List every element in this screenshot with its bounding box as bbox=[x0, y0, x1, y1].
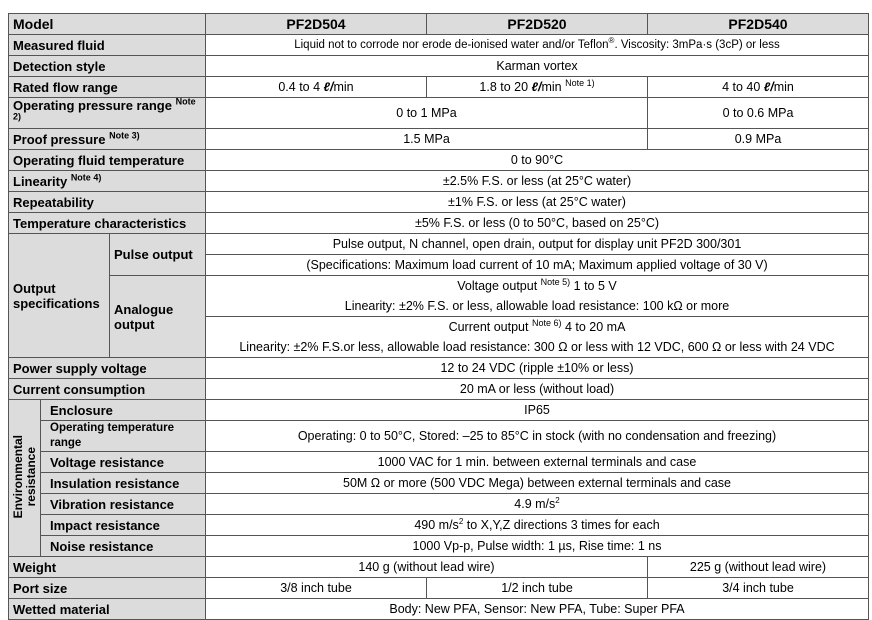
current-consumption-value: 20 mA or less (without load) bbox=[206, 379, 869, 400]
pulse-output-line2: (Specifications: Maximum load current of 10 mA; Maximum applied voltage of 30 V) bbox=[206, 255, 869, 276]
row-detection-style bbox=[9, 56, 869, 77]
weight-pf2d504-520: 140 g (without lead wire) bbox=[206, 557, 648, 578]
row-noise-resistance bbox=[9, 536, 869, 557]
row-voltage-resistance bbox=[9, 452, 869, 473]
environmental-resistance-label: Environmental resistance bbox=[9, 400, 41, 557]
weight-label: Weight bbox=[9, 557, 206, 578]
enclosure-value: IP65 bbox=[206, 400, 869, 421]
row-insulation-resistance bbox=[9, 473, 869, 494]
operating-pressure-label: Operating pressure range $^{Note 2)}$ bbox=[9, 98, 206, 129]
noise-resistance-label: Noise resistance bbox=[41, 536, 206, 557]
row-vibration-resistance bbox=[9, 494, 869, 515]
row-linearity bbox=[9, 171, 869, 192]
fluid-temperature-label: Operating fluid temperature bbox=[9, 150, 206, 171]
repeatability-value: ±1% F.S. or less (at 25°C water) bbox=[206, 192, 869, 213]
proof-pressure-label: Proof pressure $^{Note 3)}$ bbox=[9, 129, 206, 150]
proof-pressure-pf2d540: 0.9 MPa bbox=[648, 129, 869, 150]
power-supply-value: 12 to 24 VDC (ripple ±10% or less) bbox=[206, 358, 869, 379]
wetted-material-label: Wetted material bbox=[9, 599, 206, 620]
litre-symbol: ℓ/ bbox=[531, 79, 542, 94]
row-operating-pressure bbox=[9, 98, 869, 129]
model-pf2d504: PF2D504 bbox=[206, 14, 427, 35]
model-pf2d540: PF2D540 bbox=[648, 14, 869, 35]
operating-pressure-pf2d504-520: 0 to 1 MPa bbox=[206, 98, 648, 129]
pulse-output-line1: Pulse output, N channel, open drain, output for display unit PF2D 300/301 bbox=[206, 234, 869, 255]
fluid-temperature-value: 0 to 90°C bbox=[206, 150, 869, 171]
proof-pressure-pf2d504-520: 1.5 MPa bbox=[206, 129, 648, 150]
repeatability-label: Repeatability bbox=[9, 192, 206, 213]
voltage-output-line2: Linearity: ±2% F.S. or less, allowable load resistance: 100 kΩ or more bbox=[206, 296, 869, 317]
insulation-resistance-value: 50M Ω or more (500 VDC Mega) between external terminals and case bbox=[206, 473, 869, 494]
voltage-output-line1: Voltage output $^{Note 5)}$ 1 to 5 V bbox=[206, 276, 869, 297]
row-port-size bbox=[9, 578, 869, 599]
port-size-pf2d504: 3/8 inch tube bbox=[206, 578, 427, 599]
row-power-supply bbox=[9, 358, 869, 379]
litre-symbol: ℓ/ bbox=[323, 79, 334, 94]
row-analogue-voltage-1 bbox=[9, 276, 869, 297]
pulse-output-label: Pulse output bbox=[110, 234, 206, 276]
port-size-pf2d540: 3/4 inch tube bbox=[648, 578, 869, 599]
row-current-consumption bbox=[9, 379, 869, 400]
output-specifications-label: Output specifications bbox=[9, 234, 110, 358]
impact-resistance-label: Impact resistance bbox=[41, 515, 206, 536]
operating-pressure-pf2d540: 0 to 0.6 MPa bbox=[648, 98, 869, 129]
enclosure-label: Enclosure bbox=[41, 400, 206, 421]
weight-pf2d540: 225 g (without lead wire) bbox=[648, 557, 869, 578]
vibration-resistance-value: 4.9 $m/s^2$ bbox=[206, 494, 869, 515]
linearity-value: ±2.5% F.S. or less (at 25°C water) bbox=[206, 171, 869, 192]
litre-symbol: ℓ/ bbox=[763, 79, 774, 94]
current-output-line2: Linearity: ±2% F.S.or less, allowable load resistance: 300 Ω or less with 12 VDC, 600 Ω or less with 24 VDC bbox=[206, 337, 869, 358]
voltage-resistance-value: 1000 VAC for 1 min. between external terminals and case bbox=[206, 452, 869, 473]
model-label: Model bbox=[9, 14, 206, 35]
model-pf2d520: PF2D520 bbox=[427, 14, 648, 35]
current-consumption-label: Current consumption bbox=[9, 379, 206, 400]
port-size-pf2d520: 1/2 inch tube bbox=[427, 578, 648, 599]
analogue-output-label: Analogue output bbox=[110, 276, 206, 358]
row-measured-fluid bbox=[9, 35, 869, 56]
rated-flow-pf2d520: 1.8 to 20 ℓ/min $^{Note 1)}$ bbox=[427, 77, 648, 98]
voltage-resistance-label: Voltage resistance bbox=[41, 452, 206, 473]
impact-resistance-value: 490 $m/s^2$ to X,Y,Z directions 3 times for each bbox=[206, 515, 869, 536]
row-wetted-material bbox=[9, 599, 869, 620]
row-operating-temperature-range bbox=[9, 421, 869, 452]
power-supply-label: Power supply voltage bbox=[9, 358, 206, 379]
noise-resistance-value: 1000 Vp-p, Pulse width: 1 µs, Rise time: 1 ns bbox=[206, 536, 869, 557]
measured-fluid-label: Measured fluid bbox=[9, 35, 206, 56]
row-fluid-temperature bbox=[9, 150, 869, 171]
measured-fluid-value: Liquid not to corrode nor erode de-ionised water and/or Teflon®. Viscosity: 3mPa·s (3cP) or less bbox=[206, 35, 869, 56]
operating-temperature-range-label: Operating temperature range bbox=[41, 421, 206, 452]
row-repeatability bbox=[9, 192, 869, 213]
detection-style-value: Karman vortex bbox=[206, 56, 869, 77]
temperature-characteristics-value: ±5% F.S. or less (0 to 50°C, based on 25°C) bbox=[206, 213, 869, 234]
operating-temperature-range-value: Operating: 0 to 50°C, Stored: –25 to 85°C in stock (with no condensation and freezing) bbox=[206, 421, 869, 452]
vibration-resistance-label: Vibration resistance bbox=[41, 494, 206, 515]
current-output-line1: Current output $^{Note 6)}$ 4 to 20 mA bbox=[206, 317, 869, 338]
temperature-characteristics-label: Temperature characteristics bbox=[9, 213, 206, 234]
linearity-label: Linearity $^{Note 4)}$ bbox=[9, 171, 206, 192]
header-row bbox=[9, 14, 869, 35]
row-proof-pressure bbox=[9, 129, 869, 150]
row-pulse-output-1 bbox=[9, 234, 869, 255]
row-enclosure bbox=[9, 400, 869, 421]
rated-flow-pf2d504: 0.4 to 4 ℓ/min bbox=[206, 77, 427, 98]
rated-flow-label: Rated flow range bbox=[9, 77, 206, 98]
wetted-material-value: Body: New PFA, Sensor: New PFA, Tube: Super PFA bbox=[206, 599, 869, 620]
rated-flow-pf2d540: 4 to 40 ℓ/min bbox=[648, 77, 869, 98]
detection-style-label: Detection style bbox=[9, 56, 206, 77]
port-size-label: Port size bbox=[9, 578, 206, 599]
row-impact-resistance bbox=[9, 515, 869, 536]
row-rated-flow bbox=[9, 77, 869, 98]
insulation-resistance-label: Insulation resistance bbox=[41, 473, 206, 494]
spec-table bbox=[8, 13, 869, 620]
row-temperature-characteristics bbox=[9, 213, 869, 234]
row-weight bbox=[9, 557, 869, 578]
